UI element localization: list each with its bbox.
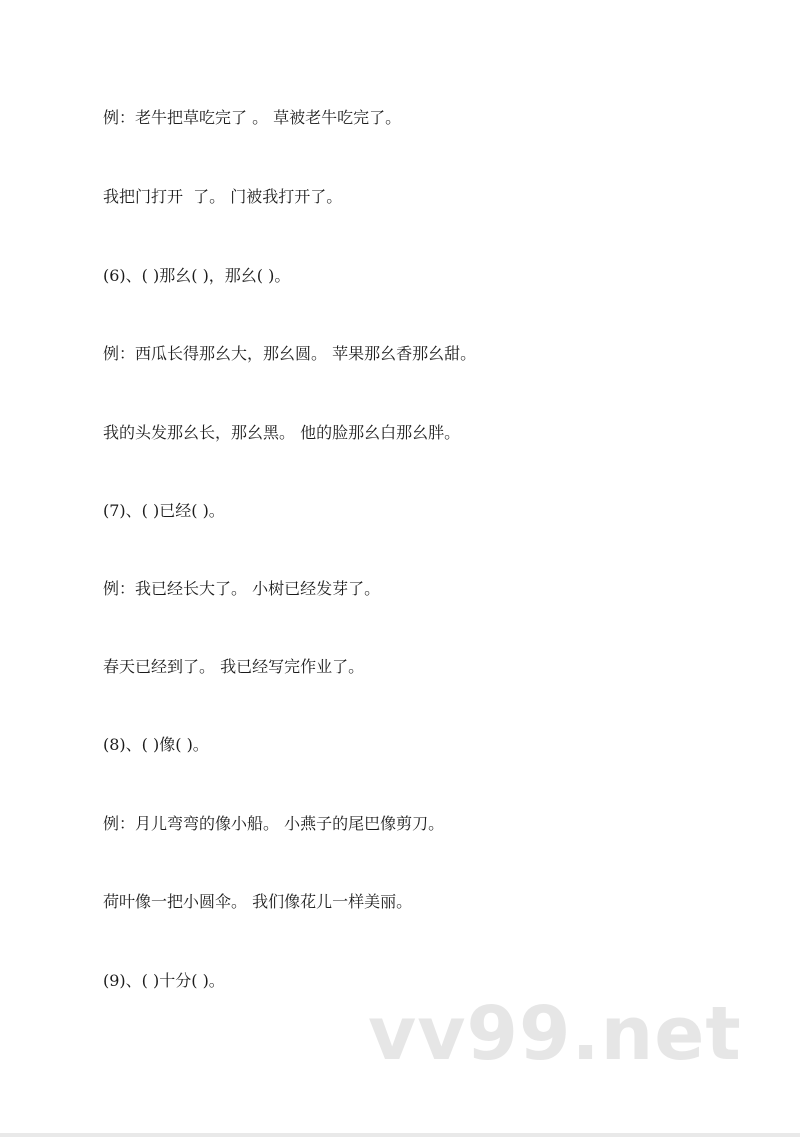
- example-sentence-line: 例：我已经长大了。 小树已经发芽了。: [103, 579, 381, 598]
- example-sentence-line: 例：西瓜长得那幺大，那幺圆。 苹果那幺香那幺甜。: [103, 344, 477, 363]
- exercise-heading-6: (6)、( )那幺( )，那幺( )。: [103, 266, 291, 285]
- practice-sentence-line: 我的头发那幺长，那幺黑。 他的脸那幺白那幺胖。: [103, 423, 461, 442]
- practice-sentence-line: 春天已经到了。 我已经写完作业了。: [103, 657, 365, 676]
- site-watermark: vv99.net: [368, 991, 742, 1077]
- practice-sentence-line: 荷叶像一把小圆伞。 我们像花儿一样美丽。: [103, 892, 413, 911]
- page-bottom-edge: [0, 1133, 800, 1137]
- example-sentence-line: 例：老牛把草吃完了 。 草被老牛吃完了。: [103, 108, 402, 127]
- example-sentence-line: 例：月儿弯弯的像小船。 小燕子的尾巴像剪刀。: [103, 814, 445, 833]
- exercise-heading-8: (8)、( )像( )。: [103, 735, 209, 754]
- exercise-heading-7: (7)、( )已经( )。: [103, 501, 225, 520]
- exercise-heading-9: (9)、( )十分( )。: [103, 971, 225, 990]
- practice-sentence-line: 我把门打开 了。 门被我打开了。: [103, 187, 343, 206]
